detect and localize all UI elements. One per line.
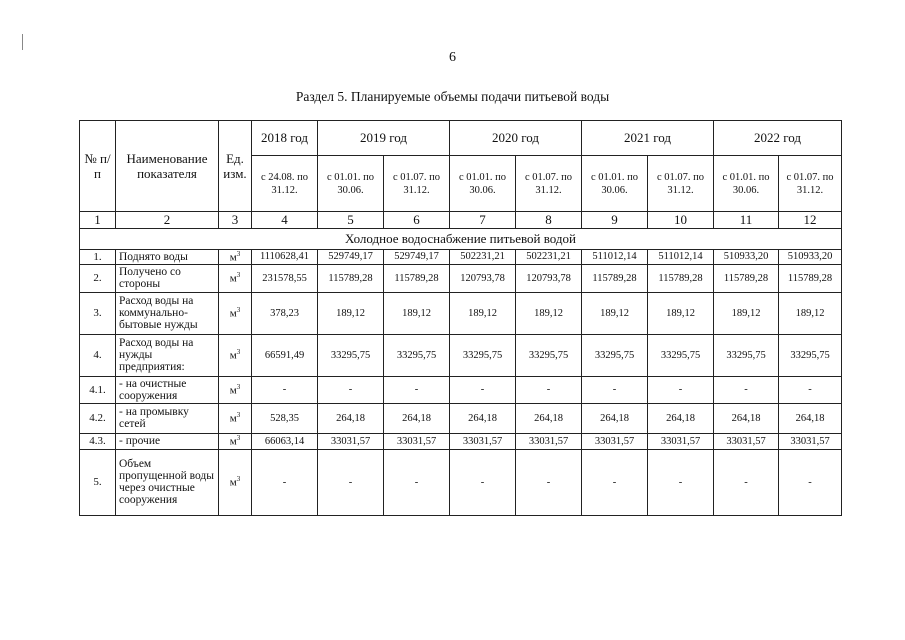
- row-unit: [219, 403, 252, 433]
- row-indicator-name: Расход воды на нужды предприятия:: [116, 334, 219, 376]
- row-value: 115789,28: [779, 264, 842, 292]
- row-unit: [219, 264, 252, 292]
- column-numbers-row: [80, 212, 842, 229]
- row-value: 264,18: [779, 403, 842, 433]
- table-row: [80, 264, 842, 292]
- row-value: 189,12: [582, 292, 648, 334]
- row-value: -: [648, 449, 714, 515]
- unit-power: 3: [236, 382, 241, 391]
- row-value: 511012,14: [582, 250, 648, 265]
- row-unit: [219, 449, 252, 515]
- row-value: 264,18: [384, 403, 450, 433]
- row-indicator-name: - на промывку сетей: [116, 403, 219, 433]
- row-number: 3.: [80, 292, 116, 334]
- row-value: 120793,78: [450, 264, 516, 292]
- row-value: 33295,75: [516, 334, 582, 376]
- row-value: 33031,57: [384, 433, 450, 449]
- header-period: с 24.08. по 31.12.: [252, 156, 318, 212]
- row-value: 528,35: [252, 403, 318, 433]
- row-value: -: [582, 449, 648, 515]
- unit-power: 3: [236, 306, 241, 315]
- row-value: 264,18: [714, 403, 779, 433]
- row-number: 5.: [80, 449, 116, 515]
- section-row: [80, 229, 842, 250]
- row-value: 66591,49: [252, 334, 318, 376]
- row-number: 1.: [80, 250, 116, 265]
- unit-base: м: [229, 435, 237, 448]
- unit-base: м: [229, 476, 237, 489]
- unit-base: м: [229, 349, 237, 362]
- header-year-2019: 2019 год: [318, 121, 450, 156]
- row-value: 115789,28: [714, 264, 779, 292]
- column-number: 11: [714, 212, 779, 229]
- table-header: [80, 121, 842, 229]
- column-number: 4: [252, 212, 318, 229]
- row-value: 264,18: [648, 403, 714, 433]
- unit-base: м: [229, 307, 237, 320]
- unit-base: м: [229, 272, 237, 285]
- column-number: 1: [80, 212, 116, 229]
- row-value: 189,12: [714, 292, 779, 334]
- row-value: 33031,57: [516, 433, 582, 449]
- column-number: 12: [779, 212, 842, 229]
- unit-power: 3: [236, 348, 241, 357]
- header-year-2020: 2020 год: [450, 121, 582, 156]
- row-value: 33031,57: [714, 433, 779, 449]
- header-period: с 01.01. по 30.06.: [714, 156, 779, 212]
- row-unit: [219, 334, 252, 376]
- table-row: [80, 433, 842, 449]
- row-value: 33031,57: [450, 433, 516, 449]
- row-value: 115789,28: [582, 264, 648, 292]
- row-value: -: [318, 376, 384, 403]
- row-indicator-name: Получено со стороны: [116, 264, 219, 292]
- margin-mark: [22, 34, 23, 50]
- header-period: с 01.01. по 30.06.: [318, 156, 384, 212]
- table-body: [80, 229, 842, 516]
- row-value: -: [779, 376, 842, 403]
- row-value: 66063,14: [252, 433, 318, 449]
- header-name: Наименование показателя: [116, 121, 219, 212]
- row-number: 4.: [80, 334, 116, 376]
- row-number: 4.1.: [80, 376, 116, 403]
- row-value: 33295,75: [582, 334, 648, 376]
- header-no: № п/п: [80, 121, 116, 212]
- row-value: -: [384, 449, 450, 515]
- header-period: с 01.07. по 31.12.: [384, 156, 450, 212]
- table-row: [80, 292, 842, 334]
- header-year-2018: 2018 год: [252, 121, 318, 156]
- row-value: 264,18: [318, 403, 384, 433]
- row-value: -: [516, 376, 582, 403]
- row-value: 33031,57: [318, 433, 384, 449]
- row-indicator-name: Поднято воды: [116, 250, 219, 265]
- row-value: 502231,21: [516, 250, 582, 265]
- row-value: 264,18: [582, 403, 648, 433]
- row-value: -: [252, 376, 318, 403]
- row-indicator-name: Расход воды на коммунально-бытовые нужды: [116, 292, 219, 334]
- water-supply-table: [79, 120, 842, 516]
- row-value: 189,12: [450, 292, 516, 334]
- column-number: 9: [582, 212, 648, 229]
- row-value: 189,12: [516, 292, 582, 334]
- row-unit: [219, 292, 252, 334]
- header-period: с 01.01. по 30.06.: [450, 156, 516, 212]
- column-number: 5: [318, 212, 384, 229]
- row-value: 1110628,41: [252, 250, 318, 265]
- unit-power: 3: [236, 434, 241, 443]
- column-number: 3: [219, 212, 252, 229]
- row-value: 33295,75: [779, 334, 842, 376]
- row-value: 189,12: [384, 292, 450, 334]
- row-value: 378,23: [252, 292, 318, 334]
- row-value: 231578,55: [252, 264, 318, 292]
- row-value: 33031,57: [779, 433, 842, 449]
- row-value: 33295,75: [318, 334, 384, 376]
- row-value: 33031,57: [648, 433, 714, 449]
- row-value: -: [648, 376, 714, 403]
- row-value: 33031,57: [582, 433, 648, 449]
- row-value: -: [450, 376, 516, 403]
- table-row: [80, 449, 842, 515]
- column-number: 7: [450, 212, 516, 229]
- unit-base: м: [229, 384, 237, 397]
- row-unit: [219, 433, 252, 449]
- row-value: -: [384, 376, 450, 403]
- row-value: 264,18: [450, 403, 516, 433]
- header-period: с 01.07. по 31.12.: [516, 156, 582, 212]
- row-value: -: [714, 376, 779, 403]
- row-number: 2.: [80, 264, 116, 292]
- row-value: 115789,28: [318, 264, 384, 292]
- row-value: 33295,75: [714, 334, 779, 376]
- unit-base: м: [229, 412, 237, 425]
- row-value: 33295,75: [384, 334, 450, 376]
- page-number: 6: [449, 50, 456, 65]
- row-value: 529749,17: [384, 250, 450, 265]
- row-value: 511012,14: [648, 250, 714, 265]
- row-value: 189,12: [318, 292, 384, 334]
- header-period: с 01.01. по 30.06.: [582, 156, 648, 212]
- row-number: 4.2.: [80, 403, 116, 433]
- table-row: [80, 376, 842, 403]
- row-indicator-name: Объем пропущенной воды через очистные сооружения: [116, 449, 219, 515]
- section-title: Раздел 5. Планируемые объемы подачи питьевой воды: [295, 89, 610, 104]
- header-period: с 01.07. по 31.12.: [648, 156, 714, 212]
- header-unit: Ед. изм.: [219, 121, 252, 212]
- row-value: 510933,20: [714, 250, 779, 265]
- row-value: -: [252, 449, 318, 515]
- row-value: -: [516, 449, 582, 515]
- row-value: 264,18: [516, 403, 582, 433]
- unit-power: 3: [236, 411, 241, 420]
- table-row: [80, 334, 842, 376]
- row-unit: [219, 250, 252, 265]
- row-value: 529749,17: [318, 250, 384, 265]
- row-indicator-name: - на очистные сооружения: [116, 376, 219, 403]
- row-value: -: [779, 449, 842, 515]
- row-value: 33295,75: [450, 334, 516, 376]
- unit-power: 3: [236, 475, 241, 484]
- row-value: 502231,21: [450, 250, 516, 265]
- row-value: -: [714, 449, 779, 515]
- column-number: 6: [384, 212, 450, 229]
- row-value: -: [318, 449, 384, 515]
- row-number: 4.3.: [80, 433, 116, 449]
- header-year-2021: 2021 год: [582, 121, 714, 156]
- row-value: 33295,75: [648, 334, 714, 376]
- row-value: 189,12: [779, 292, 842, 334]
- row-value: 189,12: [648, 292, 714, 334]
- table-row: [80, 250, 842, 265]
- section-row-label: Холодное водоснабжение питьевой водой: [80, 229, 842, 250]
- unit-base: м: [229, 251, 237, 264]
- row-value: -: [582, 376, 648, 403]
- unit-power: 3: [236, 250, 241, 258]
- row-value: 115789,28: [384, 264, 450, 292]
- header-year-2022: 2022 год: [714, 121, 842, 156]
- row-value: 510933,20: [779, 250, 842, 265]
- row-indicator-name: - прочие: [116, 433, 219, 449]
- header-period: с 01.07. по 31.12.: [779, 156, 842, 212]
- row-unit: [219, 376, 252, 403]
- column-number: 10: [648, 212, 714, 229]
- column-number: 8: [516, 212, 582, 229]
- column-number: 2: [116, 212, 219, 229]
- row-value: 120793,78: [516, 264, 582, 292]
- unit-power: 3: [236, 271, 241, 280]
- table-row: [80, 403, 842, 433]
- row-value: -: [450, 449, 516, 515]
- row-value: 115789,28: [648, 264, 714, 292]
